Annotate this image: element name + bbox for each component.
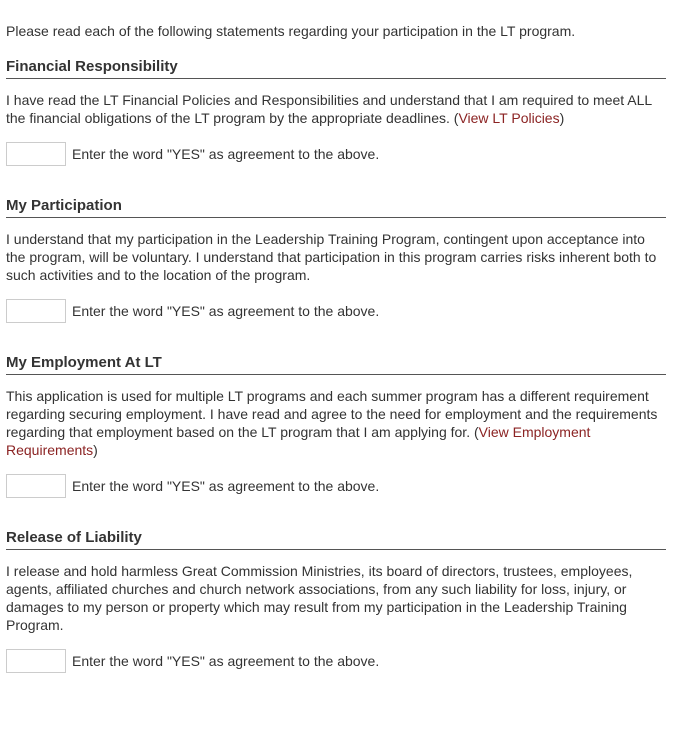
agreement-row	[6, 473, 666, 499]
agreement-row	[6, 648, 666, 674]
agreement-form	[6, 22, 666, 674]
section-text: This application is used for multiple LT programs and each summer program has a different requirement regarding securing employment. I have read and agree to the need for employment and the requirements regarding that employment based on the LT program that I am applying for. (View Employment Requirements)	[6, 388, 658, 458]
financial-agreement-input[interactable]	[6, 142, 66, 166]
section-text: I release and hold harmless Great Commission Ministries, its board of directors, trustees, employees, agents, affiliated churches and church network associations, from any such liability for loss, injury, or damages to my person or property which may result from my participation in the Leadership Training Program.	[6, 563, 633, 633]
section-my-participation	[6, 197, 666, 324]
section-text: I have read the LT Financial Policies and Responsibilities and understand that I am required to meet ALL the financial obligations of the LT program by the appropriate deadlines. (View LT Policies)	[6, 92, 652, 126]
section-title: My Participation	[6, 197, 666, 218]
section-financial-responsibility	[6, 58, 666, 167]
agreement-label: Enter the word "YES" as agreement to the above.	[72, 653, 380, 669]
agreement-row	[6, 141, 666, 167]
employment-agreement-input[interactable]	[6, 474, 66, 498]
intro-text: Please read each of the following statements regarding your participation in the LT program.	[6, 23, 576, 39]
section-release-of-liability	[6, 529, 666, 674]
section-text: I understand that my participation in the Leadership Training Program, contingent upon acceptance into the program, will be voluntary. I understand that participation in this program carries risks inherent both to such activities and to the location of the program.	[6, 231, 657, 283]
agreement-label: Enter the word "YES" as agreement to the above.	[72, 303, 380, 319]
view-lt-policies-link[interactable]: View LT Policies	[458, 110, 560, 126]
agreement-label: Enter the word "YES" as agreement to the above.	[72, 478, 380, 494]
liability-agreement-input[interactable]	[6, 649, 66, 673]
section-title: My Employment At LT	[6, 354, 666, 375]
section-my-employment	[6, 354, 666, 499]
section-title: Release of Liability	[6, 529, 666, 550]
agreement-label: Enter the word "YES" as agreement to the above.	[72, 146, 380, 162]
participation-agreement-input[interactable]	[6, 299, 66, 323]
view-employment-requirements-link[interactable]: View Employment Requirements	[6, 424, 591, 458]
section-title: Financial Responsibility	[6, 58, 666, 79]
agreement-row	[6, 298, 666, 324]
